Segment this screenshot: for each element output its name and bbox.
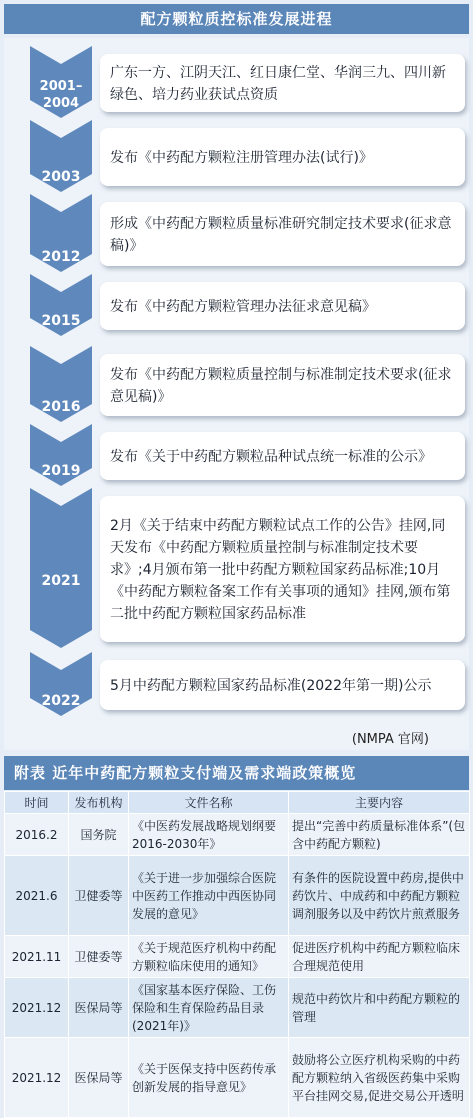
column-header: 时间 [5,792,69,814]
cell-date: 2016.2 [5,814,69,856]
timeline-card [100,202,465,266]
table-header-row [5,792,470,814]
cell-content: 鼓励将公立医疗机构采购的中药配方颗粒纳入省级医药集中采购平台挂网交易,促进交易公开透明 [289,1038,470,1118]
timeline-row [4,46,469,118]
cell-content: 有条件的医院设置中药房,提供中药饮片、中成药和中药配方颗粒调剂服务以及中药饮片煎煮服务 [289,856,470,936]
timeline-text: 发布《中药配方颗粒管理办法征求意见稿》 [110,299,376,315]
timeline-year: 2003 [41,169,81,185]
timeline-row [4,346,469,422]
timeline-year: 2021 [41,573,81,589]
cell-document: 《关于进一步加强综合医院中医药工作推动中西医协同发展的意见》 [129,856,289,936]
cell-document: 《关于规范医疗机构中药配方颗粒临床使用的通知》 [129,936,289,978]
cell-document: 《国家基本医疗保险、工伤保险和生育保险药品目录(2021年)》 [129,978,289,1038]
column-header: 发布机构 [69,792,129,814]
timeline-row [4,120,469,192]
timeline-year: 2019 [41,463,81,479]
timeline-year: 2015 [41,313,81,329]
timeline [4,38,469,750]
timeline-year: 2012 [41,249,81,265]
timeline-card [100,660,465,710]
timeline-row [4,274,469,336]
timeline-text: 形成《中药配方颗粒质量标准研究制定技术要求(征求意稿)》 [110,216,452,254]
cell-agency: 国务院 [69,814,129,856]
timeline-arrow [30,488,92,648]
timeline-text: 5月中药配方颗粒国家药品标准(2022年第一期)公示 [110,678,432,694]
timeline-year: 2016 [41,399,81,415]
table-row [5,978,470,1038]
timeline-card [100,354,465,416]
cell-agency: 医保局等 [69,978,129,1038]
timeline-text: 广东一方、江阴天江、红日康仁堂、华润三九、四川新绿色、培力药业获试点资质 [110,65,446,103]
timeline-row [4,194,469,272]
cell-content: 提出“完善中药质量标准体系”(包含中药配方颗粒) [289,814,470,856]
cell-date: 2021.6 [5,856,69,936]
cell-agency: 医保局等 [69,1038,129,1118]
timeline-row [4,488,469,648]
column-header: 主要内容 [289,792,470,814]
timeline-row [4,424,469,486]
table-row [5,856,470,936]
table-row [5,814,470,856]
cell-content: 规范中药饮片和中药配方颗粒的管理 [289,978,470,1038]
timeline-card [100,496,465,642]
timeline-text: 发布《关于中药配方颗粒品种试点统一标准的公示》 [110,449,432,465]
timeline-year: 2022 [41,693,81,709]
table-row [5,1038,470,1118]
timeline-card [100,282,465,330]
cell-date: 2021.12 [5,1038,69,1118]
source-note: (NMPA 官网) [351,732,429,747]
cell-date: 2021.12 [5,978,69,1038]
cell-agency: 卫健委等 [69,936,129,978]
cell-document: 《中医药发展战略规划纲要 2016-2030年》 [129,814,289,856]
cell-content: 促进医疗机构中药配方颗粒临床合理规范使用 [289,936,470,978]
timeline-text: 发布《中药配方颗粒质量控制与标准制定技术要求(征求意见稿)》 [110,367,452,405]
page-title: 配方颗粒质控标准发展进程 [4,4,469,34]
table-row [5,936,470,978]
cell-date: 2021.11 [5,936,69,978]
cell-agency: 卫健委等 [69,856,129,936]
timeline-row [4,652,469,716]
column-header: 文件名称 [129,792,289,814]
timeline-card [100,432,465,480]
timeline-text: 发布《中药配方颗粒注册管理办法(试行)》 [110,150,373,166]
timeline-card [100,128,465,186]
timeline-text: 2月《关于结束中药配方颗粒试点工作的公告》挂网,同天发布《中药配方颗粒质量控制与标准制定技术要求》;4月颁布第一批中药配方颗粒国家药品标准;10月《中药配方颗粒备案工作有关事项的通知》挂网,颁布第二批中药配方颗粒国家药品标准 [110,518,451,622]
cell-document: 《关于医保支持中医药传承创新发展的指导意见》 [129,1038,289,1118]
timeline-card [100,54,465,112]
table-title: 附表 近年中药配方颗粒支付端及需求端政策概览 [4,756,469,790]
policy-table [4,791,470,1118]
timeline-year: 2001–2004 [39,79,83,111]
